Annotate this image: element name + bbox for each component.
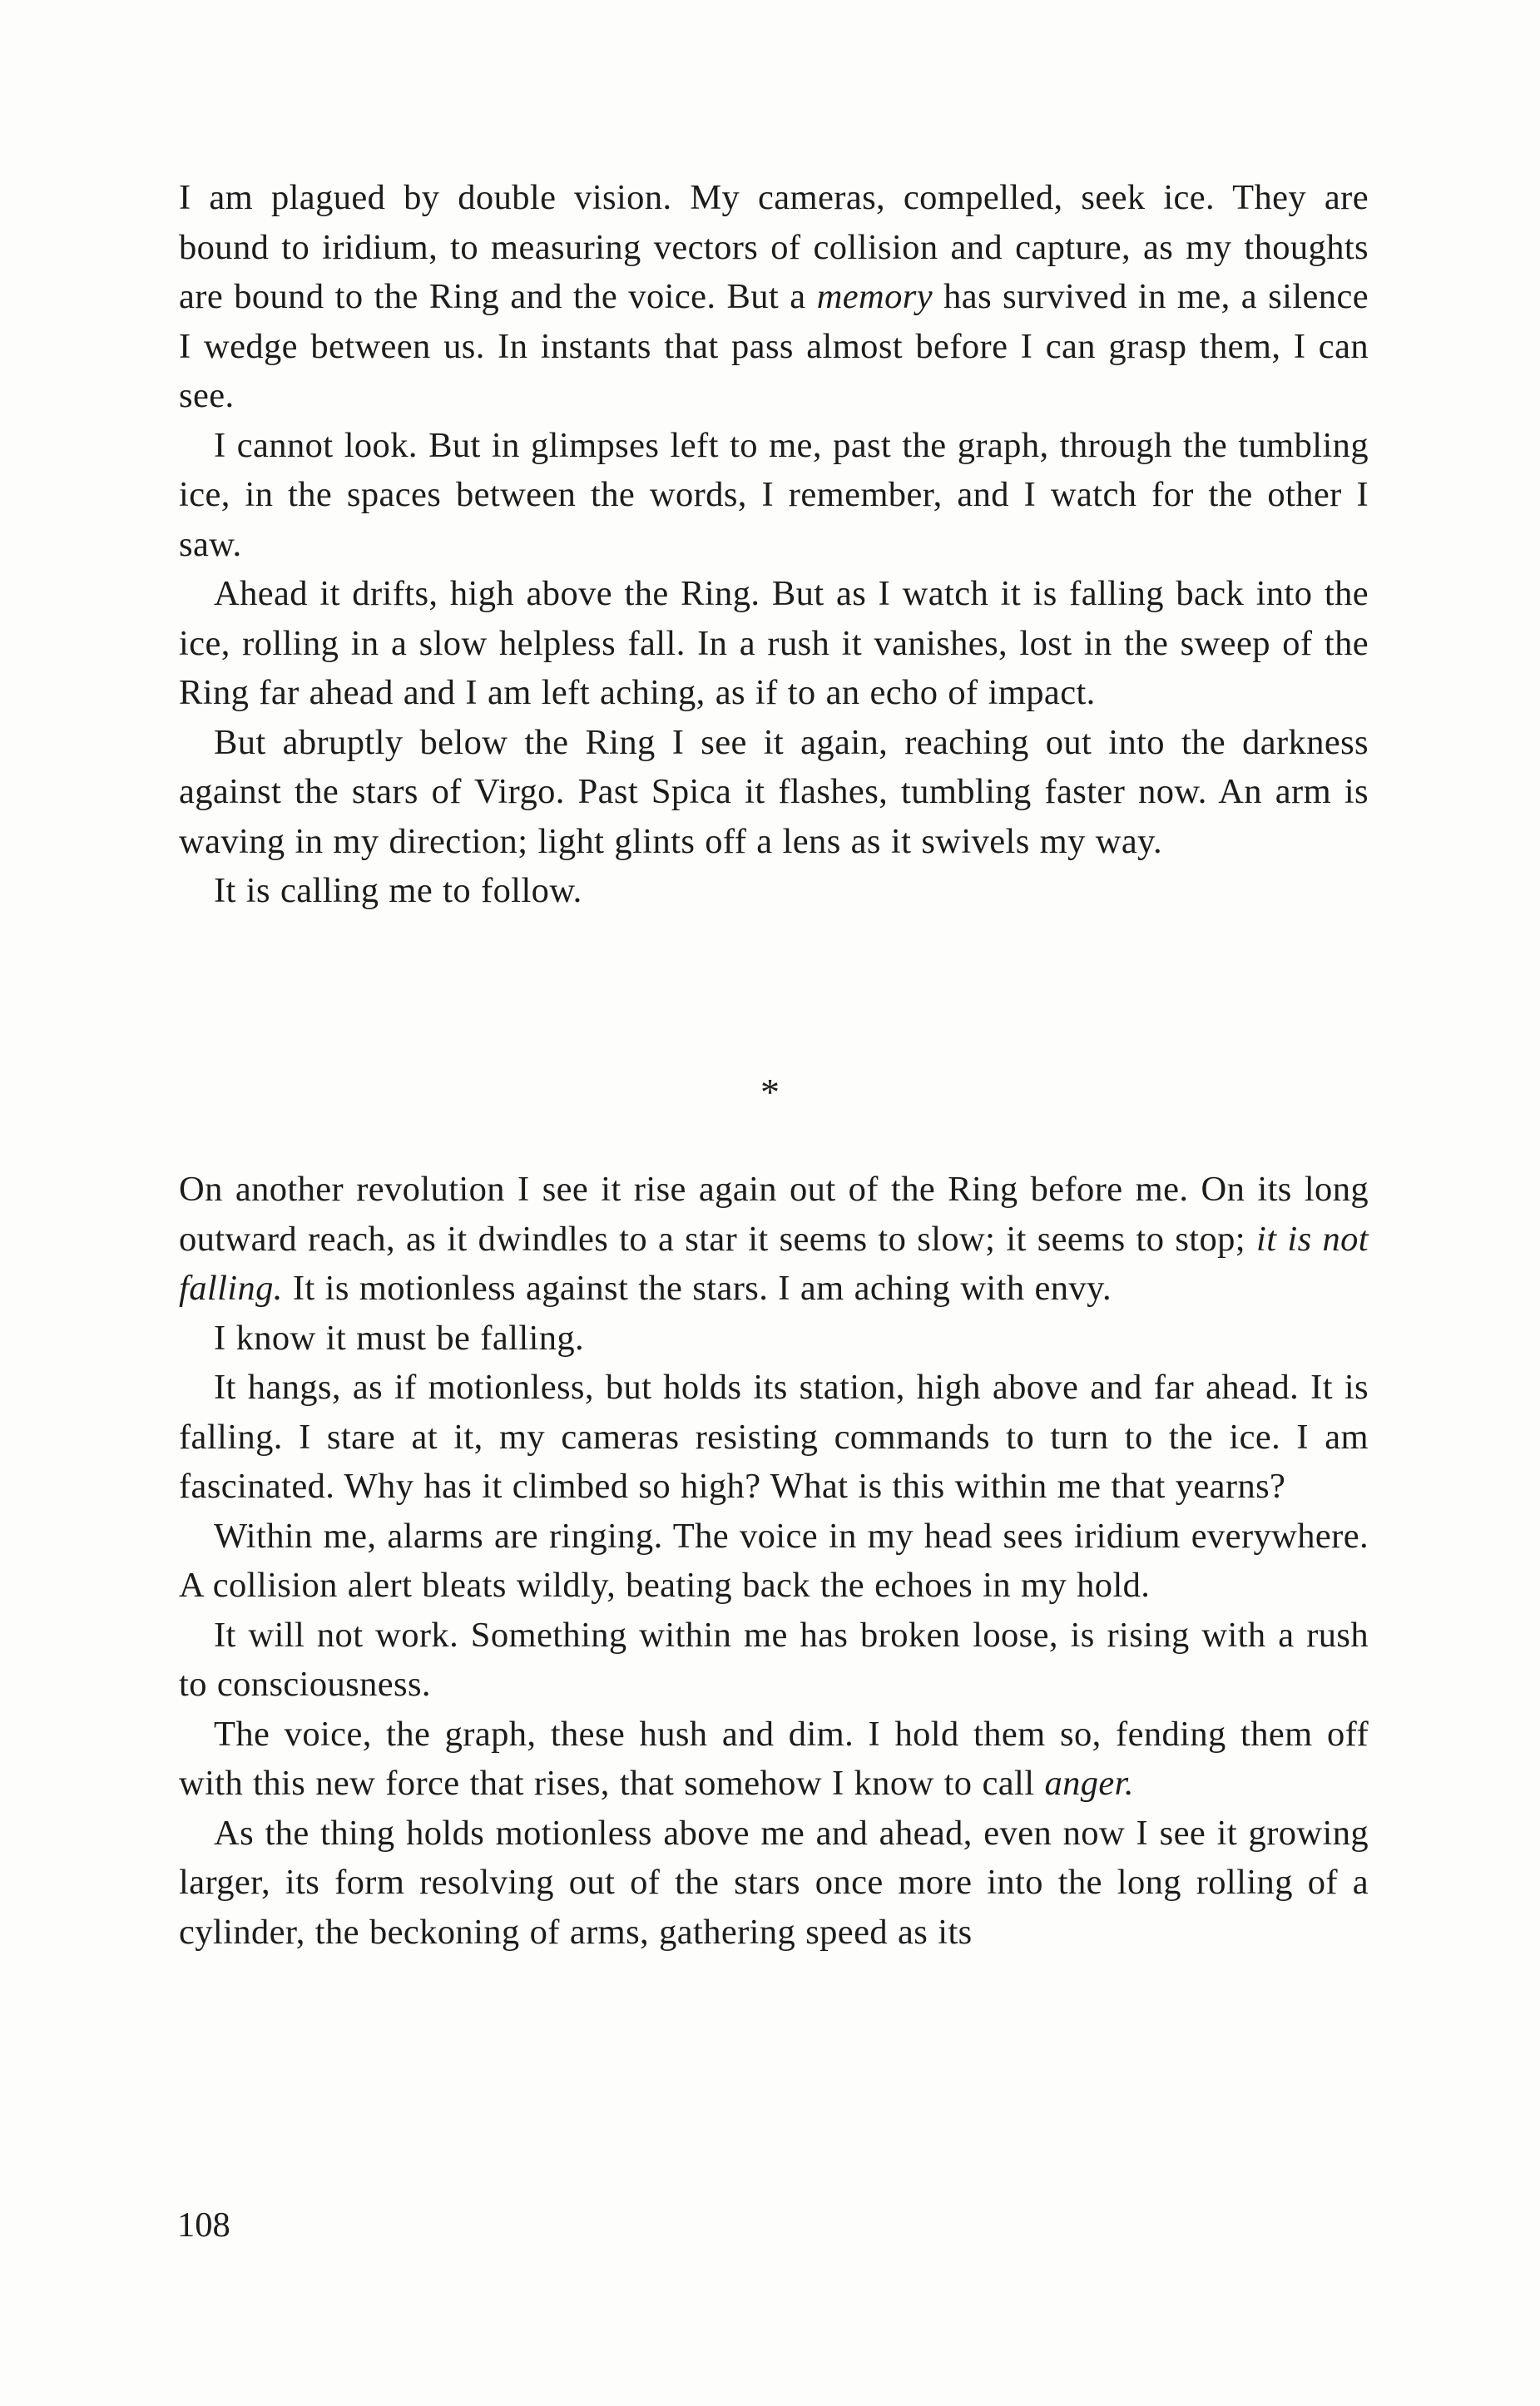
paragraph: It will not work. Something within me has broken loose, is rising with a rush to consciousness. bbox=[179, 1615, 1369, 1704]
text-run: I am plagued by double vision. My cameras, compelled, seek ice. They are bound to iridium, to measuring vectors of collision and capture, as my thoughts are bound to the Ring and the voice. But a bbox=[179, 178, 1369, 316]
paragraph: But abruptly below the Ring I see it again, reaching out into the darkness against the stars of Virgo. Past Spica it flashes, tumbling faster now. An arm is waving in my direction; light glints off a lens as it swivels my way. bbox=[179, 722, 1369, 861]
italic-text: it is not falling. bbox=[179, 1219, 1369, 1308]
paragraph bbox=[179, 1710, 1369, 1809]
paragraph: Ahead it drifts, high above the Ring. But as I watch it is falling back into the ice, rolling in a slow helpless fall. In a rush it vanishes, lost in the sweep of the Ring far ahead and I am left aching, as if to an echo of impact. bbox=[179, 574, 1369, 712]
text-run: has survived in me, a silence I wedge between us. In instants that pass almost before I can grasp them, I can see. bbox=[179, 277, 1369, 415]
section-one-text bbox=[179, 173, 1369, 916]
text-run: The voice, the graph, these hush and dim. I hold them so, fending them off with this new force that rises, that somehow I know to call bbox=[179, 1714, 1369, 1803]
paragraph bbox=[179, 173, 1369, 421]
section-break-asterisk: * bbox=[760, 1071, 780, 1113]
italic-text: memory bbox=[816, 277, 933, 316]
paragraph: It is calling me to follow. bbox=[214, 871, 582, 910]
paragraph: I cannot look. But in glimpses left to me, past the graph, through the tumbling ice, in the spaces between the words, I remember, and I watch for the other I saw. bbox=[179, 425, 1369, 564]
italic-text: anger. bbox=[1044, 1764, 1134, 1803]
paragraph bbox=[179, 1165, 1369, 1314]
paragraph: It hangs, as if motionless, but holds its station, high above and far ahead. It is falling. I stare at it, my cameras resisting commands to turn to the ice. I am fascinated. Why has it climbed so high? What is this within me that yearns? bbox=[179, 1368, 1369, 1506]
paragraph: Within me, alarms are ringing. The voice in my head sees iridium everywhere. A collision alert bleats wildly, beating back the echoes in my hold. bbox=[179, 1516, 1369, 1605]
page-number: 108 bbox=[177, 2206, 230, 2245]
text-run: It is motionless against the stars. I am aching with envy. bbox=[282, 1269, 1112, 1308]
paragraph: As the thing holds motionless above me and ahead, even now I see it growing larger, its form resolving out of the stars once more into the long rolling of a cylinder, the beckoning of arms, gathering speed as its bbox=[179, 1813, 1369, 1952]
section-two-text bbox=[179, 1165, 1369, 1957]
text-run: On another revolution I see it rise again out of the Ring before me. On its long outward reach, as it dwindles to a star it seems to slow; it seems to stop; bbox=[179, 1170, 1369, 1259]
paragraph: I know it must be falling. bbox=[214, 1318, 585, 1358]
